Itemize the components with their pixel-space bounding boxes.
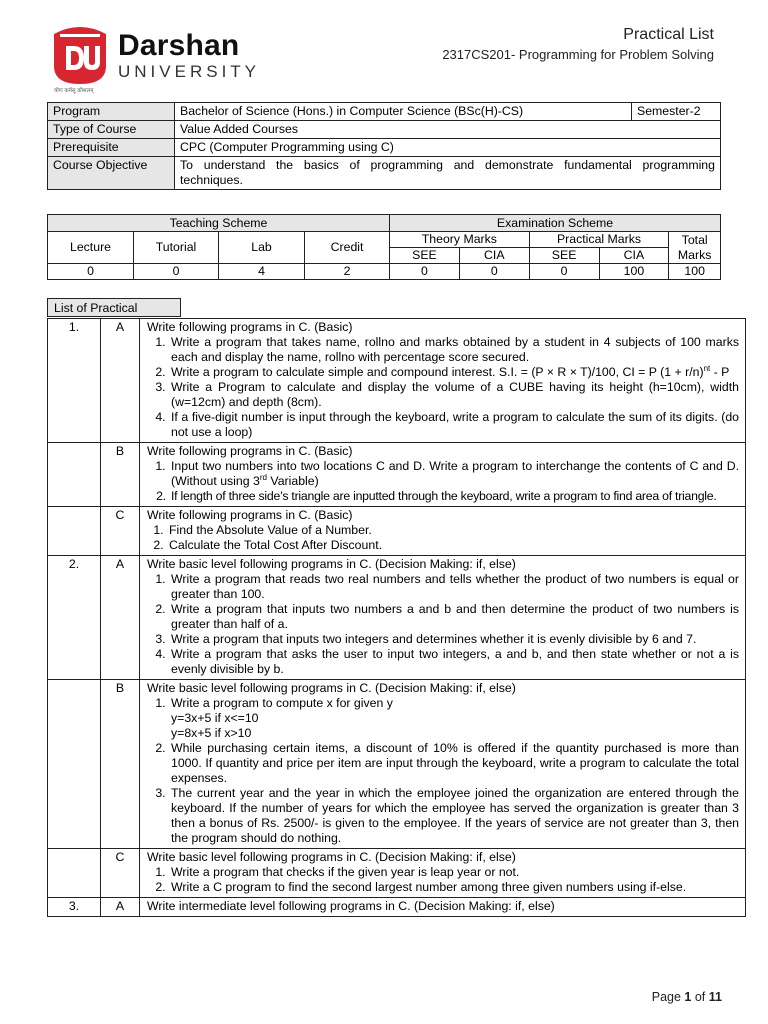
lab-value: 4 [219, 264, 305, 280]
practical-cia-header: CIA [599, 248, 669, 264]
practical-description [140, 680, 746, 849]
practical-part: C [101, 507, 140, 556]
list-item [169, 365, 739, 380]
logo-tagline: योगः कर्मसु कौशलम् [54, 88, 94, 94]
examination-scheme-header: Examination Scheme [390, 215, 721, 232]
table-row [48, 556, 746, 680]
practical-items [147, 572, 739, 677]
practical-title: Write basic level following programs in C. (Decision Making: if, else) [147, 557, 516, 571]
list-item: 4. If a five-digit number is input through the keyboard, write a program to calculate the sum of its digits. (do not use a loop) [169, 410, 739, 440]
table-row [48, 680, 746, 849]
scheme-table [47, 214, 721, 280]
teaching-scheme-header: Teaching Scheme [48, 215, 390, 232]
theory-marks-header: Theory Marks [390, 232, 530, 248]
university-logo [54, 26, 261, 96]
practical-items [147, 459, 739, 504]
practical-part: B [101, 680, 140, 849]
darshan-logo-icon [54, 26, 106, 84]
credit-value: 2 [305, 264, 390, 280]
course-type-value: Value Added Courses [175, 121, 721, 139]
table-row [48, 898, 746, 917]
practical-title: Write basic level following programs in C. (Decision Making: if, else) [147, 850, 516, 864]
theory-cia-value: 0 [459, 264, 529, 280]
practical-see-header: SEE [529, 248, 599, 264]
objective-label: Course Objective [48, 157, 175, 190]
practical-title: Write following programs in C. (Basic) [147, 444, 353, 458]
practical-title: Write basic level following programs in C. (Decision Making: if, else) [147, 681, 516, 695]
theory-see-header: SEE [390, 248, 460, 264]
program-value: Bachelor of Science (Hons.) in Computer Science (BSc(H)-CS) [175, 103, 632, 121]
document-title: Practical List [623, 26, 714, 43]
tutorial-header: Tutorial [134, 232, 219, 264]
practical-number: 1. [48, 319, 101, 443]
list-item: 1. Write a program that takes name, rollno and marks obtained by a student in 4 subjects of 100 marks each and display the name, rollno with percentage score secured. [169, 335, 739, 365]
list-item: 3. The current year and the year in which the employee joined the organization are entered through the keyboard. If the number of years for which the employee has served the organization is greater than 3 then a bonus of Rs. 2500/- is given to the employee. If the years of service are not greater than 3, then the program should do nothing. [169, 786, 739, 846]
course-code-title: 2317CS201- Programming for Problem Solving [442, 47, 714, 62]
credit-header: Credit [305, 232, 390, 264]
equation-line: y=3x+5 if x<=10 [171, 711, 259, 725]
prerequisite-label: Prerequisite [48, 139, 175, 157]
practical-description [140, 849, 746, 898]
practical-number [48, 849, 101, 898]
practical-items [147, 696, 739, 846]
program-label: Program [48, 103, 175, 121]
practical-part: A [101, 556, 140, 680]
table-row [48, 319, 746, 443]
page-total: 11 [708, 990, 722, 1004]
list-item: 2. Write a C program to find the second largest number among three given numbers using if-else. [169, 880, 739, 895]
list-item: 1. Write a program that checks if the given year is leap year or not. [169, 865, 739, 880]
practical-items [147, 865, 739, 895]
practical-cia-value: 100 [599, 264, 669, 280]
list-item-tail: Variable) [266, 474, 319, 488]
table-row [48, 507, 746, 556]
list-item: 1. Write a program that reads two real numbers and tells whether the product of two numbers is equal or greater than 100. [169, 572, 739, 602]
practical-list-table [47, 318, 746, 917]
practical-list-heading: List of Practical [47, 298, 181, 317]
lecture-value: 0 [48, 264, 134, 280]
list-item [169, 459, 739, 489]
practical-number [48, 680, 101, 849]
practical-part: C [101, 849, 140, 898]
lecture-header: Lecture [48, 232, 134, 264]
superscript: rd [259, 472, 267, 482]
superscript: nt [703, 363, 711, 373]
theory-cia-header: CIA [459, 248, 529, 264]
prerequisite-value: CPC (Computer Programming using C) [175, 139, 721, 157]
practical-number: 2. [48, 556, 101, 680]
practical-title: Write following programs in C. (Basic) [147, 508, 353, 522]
practical-number: 3. [48, 898, 101, 917]
practical-items [147, 523, 739, 553]
list-item: 2. If length of three side’s triangle are inputted through the keyboard, write a program to find area of triangle. [169, 489, 739, 504]
of-label: of [694, 990, 706, 1004]
lab-header: Lab [219, 232, 305, 264]
practical-description [140, 898, 746, 917]
practical-part: B [101, 443, 140, 507]
total-marks-value: 100 [669, 264, 721, 280]
practical-description [140, 507, 746, 556]
practical-title: Write following programs in C. (Basic) [147, 320, 353, 334]
list-item: 2. Calculate the Total Cost After Discount. [167, 538, 739, 553]
list-item-text: 1. Write a program to compute x for given y [171, 696, 393, 710]
practical-description [140, 556, 746, 680]
practical-part: A [101, 898, 140, 917]
practical-title: Write intermediate level following programs in C. (Decision Making: if, else) [147, 899, 555, 913]
practical-number [48, 507, 101, 556]
tutorial-value: 0 [134, 264, 219, 280]
page-label: Page [651, 990, 681, 1004]
equation-line: y=8x+5 if x>10 [171, 726, 252, 740]
page-number: 1 [684, 990, 692, 1004]
list-item: 1. Find the Absolute Value of a Number. [167, 523, 739, 538]
list-item: 2. While purchasing certain items, a discount of 10% is offered if the quantity purchased is more than 1000. If quantity and price per item are input through the keyboard, write a program to calculate the total expenses. [169, 741, 739, 786]
course-info-table [47, 102, 721, 190]
list-item-text: Write a program to calculate simple and compound interest. S.I. = (P × R × T)/100, CI = P (1 + r/n) [171, 365, 704, 379]
practical-part: A [101, 319, 140, 443]
practical-items [147, 335, 739, 440]
course-type-label: Type of Course [48, 121, 175, 139]
semester-value: Semester-2 [632, 103, 721, 121]
list-item: 4. Write a program that asks the user to input two integers, a and b, and then state whether or not a is evenly divisible by b. [169, 647, 739, 677]
list-item: 3. Write a program that inputs two integers and determines whether it is evenly divisible by 6 and 7. [169, 632, 739, 647]
table-row [48, 443, 746, 507]
list-item: 2. Write a program that inputs two numbers a and b and then determine the product of two numbers is greater than half of a. [169, 602, 739, 632]
list-item-text: Input two numbers into two locations C and D. Write a program to interchange the contents of C and D. (Without using 3 [171, 459, 739, 488]
list-item-tail: - P [710, 365, 730, 379]
objective-value: To understand the basics of programming and demonstrate fundamental programming techniques. [175, 157, 721, 190]
practical-description [140, 319, 746, 443]
logo-name: Darshan [118, 29, 240, 62]
total-marks-header: Total Marks [669, 232, 721, 264]
practical-description [140, 443, 746, 507]
practical-marks-header: Practical Marks [529, 232, 669, 248]
practical-see-value: 0 [529, 264, 599, 280]
table-row [48, 849, 746, 898]
page-footer [652, 990, 722, 1004]
list-item [169, 696, 739, 741]
theory-see-value: 0 [390, 264, 460, 280]
logo-subtitle: UNIVERSITY [118, 62, 261, 81]
list-item: 3. Write a Program to calculate and display the volume of a CUBE having its height (h=10cm), width (w=12cm) and depth (8cm). [169, 380, 739, 410]
practical-number [48, 443, 101, 507]
